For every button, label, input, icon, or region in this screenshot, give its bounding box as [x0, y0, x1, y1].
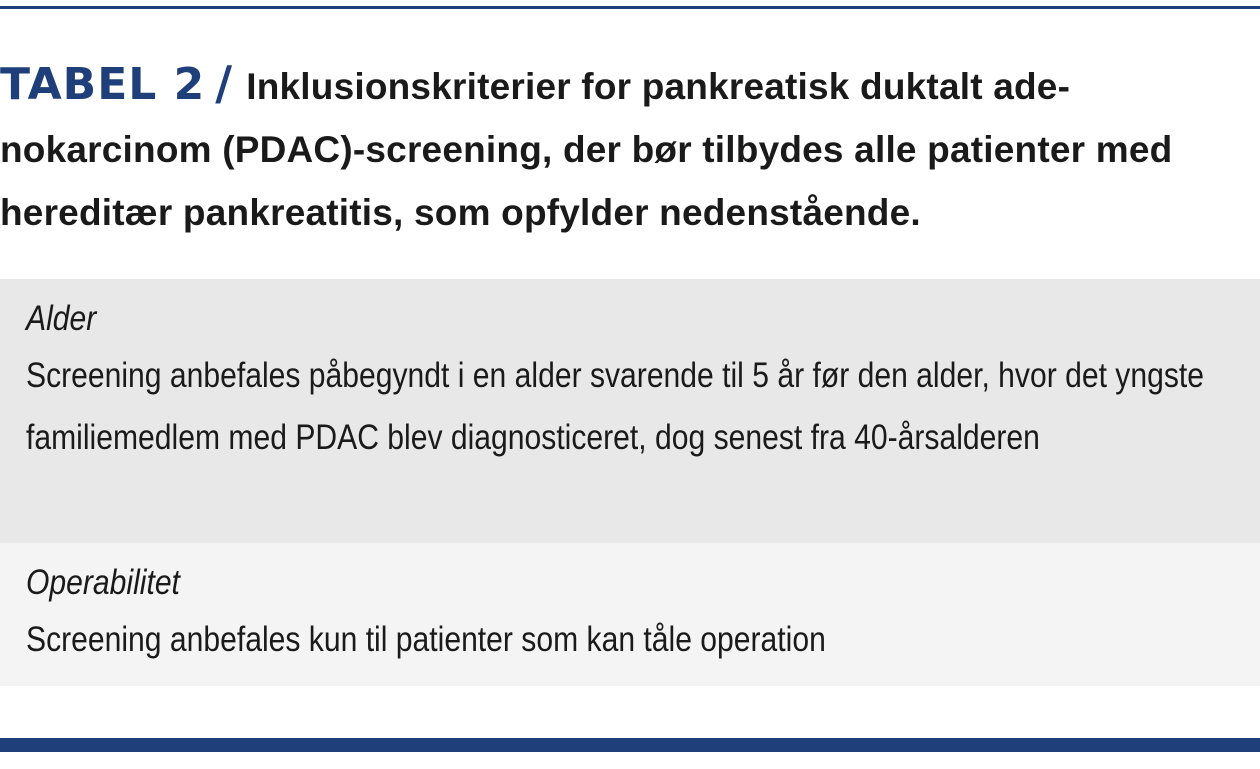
row-heading: Operabilitet [26, 563, 180, 602]
criteria-row-operabilitet [0, 543, 1260, 686]
top-rule [0, 6, 1260, 9]
row-text: Screening anbefales påbegyndt i en alder svarende til 5 år før den alder, hvor det yngste familiemedlem med PDAC blev diagnosticeret, dog senest fra 40-årsalderen [26, 356, 1204, 457]
criteria-table [0, 279, 1260, 686]
row-text: Screening anbefales kun til patienter som kan tåle operation [26, 620, 826, 659]
criteria-row-alder [0, 279, 1260, 543]
row-heading: Alder [26, 299, 97, 338]
table-label: TABEL 2 [0, 59, 206, 110]
table-title: Inklusionskriterier for pankreatisk duktalt ade-nokarcinom (PDAC)-screening, der bør tilbydes alle patienter med hereditær pankreatitis, som opfylder nedenstående. [0, 66, 1173, 233]
table-slash: / [215, 56, 233, 110]
table-caption [0, 52, 1250, 244]
bottom-rule [0, 738, 1260, 752]
